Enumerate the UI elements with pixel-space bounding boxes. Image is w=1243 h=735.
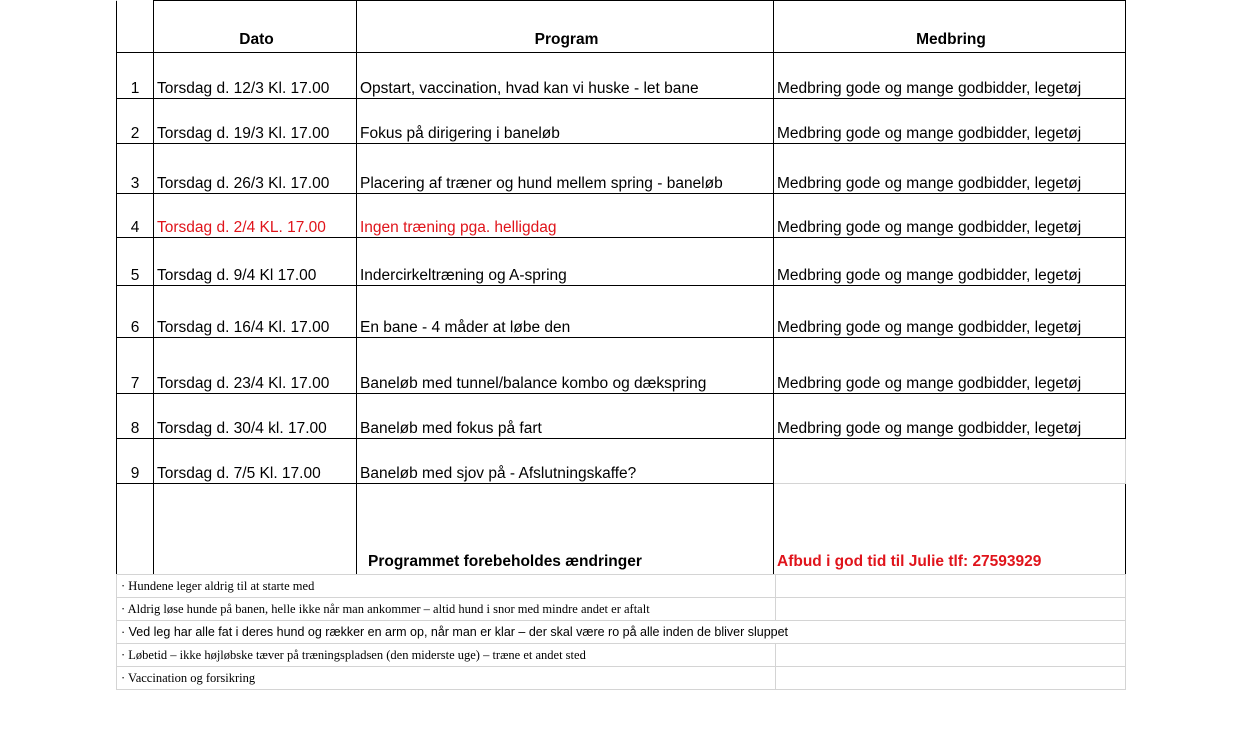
- list-item: [117, 575, 1126, 598]
- header-dato: Dato: [154, 1, 357, 53]
- list-item: [117, 644, 1126, 667]
- row-number: 7: [117, 338, 154, 394]
- row-number: 9: [117, 439, 154, 484]
- row-dato: Torsdag d. 7/5 Kl. 17.00: [154, 439, 357, 484]
- table-row: [117, 99, 1126, 144]
- row-medbring: Medbring gode og mange godbidder, legetøj: [774, 194, 1126, 238]
- afbud-note: Afbud i god tid til Julie tlf: 27593929: [774, 484, 1126, 575]
- row-dato-holiday: Torsdag d. 2/4 KL. 17.00: [154, 194, 357, 238]
- row-program: Baneløb med sjov på - Afslutningskaffe?: [357, 439, 774, 484]
- table-row: [117, 144, 1126, 194]
- row-medbring: Medbring gode og mange godbidder, legetøj: [774, 99, 1126, 144]
- table-row: [117, 439, 1126, 484]
- rules-list: [116, 574, 1126, 690]
- row-number: 5: [117, 238, 154, 286]
- rule-note: · Hundene leger aldrig til at starte med: [117, 575, 776, 598]
- row-program: Indercirkeltræning og A-spring: [357, 238, 774, 286]
- row-dato: Torsdag d. 23/4 Kl. 17.00: [154, 338, 357, 394]
- footer-empty-cell: [117, 484, 154, 575]
- row-dato: Torsdag d. 12/3 Kl. 17.00: [154, 53, 357, 99]
- program-note: Programmet forebeholdes ændringer: [357, 484, 774, 575]
- row-medbring: Medbring gode og mange godbidder, legetøj: [774, 286, 1126, 338]
- row-dato: Torsdag d. 30/4 kl. 17.00: [154, 394, 357, 439]
- row-number: 2: [117, 99, 154, 144]
- row-program: Baneløb med tunnel/balance kombo og dækspring: [357, 338, 774, 394]
- row-medbring: [774, 439, 1126, 484]
- footer-row: [117, 484, 1126, 575]
- rule-note: · Vaccination og forsikring: [117, 667, 776, 690]
- empty-cell: [776, 598, 1126, 621]
- rule-note: · Løbetid – ikke højløbske tæver på træningspladsen (den miderste uge) – træne et andet sted: [117, 644, 776, 667]
- table-row: [117, 338, 1126, 394]
- training-schedule: [116, 0, 1126, 575]
- list-item: [117, 598, 1126, 621]
- empty-cell: [776, 575, 1126, 598]
- row-medbring: Medbring gode og mange godbidder, legetøj: [774, 394, 1126, 439]
- table-row: [117, 238, 1126, 286]
- row-program: En bane - 4 måder at løbe den: [357, 286, 774, 338]
- row-dato: Torsdag d. 19/3 Kl. 17.00: [154, 99, 357, 144]
- table-row: [117, 394, 1126, 439]
- header-num-cell: [117, 1, 154, 53]
- row-medbring: Medbring gode og mange godbidder, legetøj: [774, 53, 1126, 99]
- row-number: 6: [117, 286, 154, 338]
- row-program: Placering af træner og hund mellem spring - baneløb: [357, 144, 774, 194]
- row-program: Opstart, vaccination, hvad kan vi huske - let bane: [357, 53, 774, 99]
- header-program: Program: [357, 1, 774, 53]
- table-row: [117, 286, 1126, 338]
- row-number: 1: [117, 53, 154, 99]
- row-dato: Torsdag d. 9/4 Kl 17.00: [154, 238, 357, 286]
- row-program: Baneløb med fokus på fart: [357, 394, 774, 439]
- row-dato: Torsdag d. 26/3 Kl. 17.00: [154, 144, 357, 194]
- table-row: [117, 53, 1126, 99]
- row-medbring: Medbring gode og mange godbidder, legetøj: [774, 144, 1126, 194]
- list-item: [117, 667, 1126, 690]
- empty-cell: [776, 667, 1126, 690]
- row-program-holiday: Ingen træning pga. helligdag: [357, 194, 774, 238]
- list-item: [117, 621, 1126, 644]
- row-program: Fokus på dirigering i baneløb: [357, 99, 774, 144]
- row-number: 8: [117, 394, 154, 439]
- table-row: [117, 194, 1126, 238]
- footer-empty-cell: [154, 484, 357, 575]
- header-medbring: Medbring: [774, 1, 1126, 53]
- empty-cell: [776, 644, 1126, 667]
- rule-note: · Aldrig løse hunde på banen, helle ikke når man ankommer – altid hund i snor med mindre andet er aftalt: [117, 598, 776, 621]
- header-row: [117, 1, 1126, 53]
- row-medbring: Medbring gode og mange godbidder, legetøj: [774, 338, 1126, 394]
- row-number: 3: [117, 144, 154, 194]
- schedule-table: [116, 0, 1126, 575]
- rule-note: · Ved leg har alle fat i deres hund og rækker en arm op, når man er klar – der skal være ro på alle inden de bliver sluppet: [117, 621, 1126, 644]
- row-number: 4: [117, 194, 154, 238]
- row-medbring: Medbring gode og mange godbidder, legetøj: [774, 238, 1126, 286]
- row-dato: Torsdag d. 16/4 Kl. 17.00: [154, 286, 357, 338]
